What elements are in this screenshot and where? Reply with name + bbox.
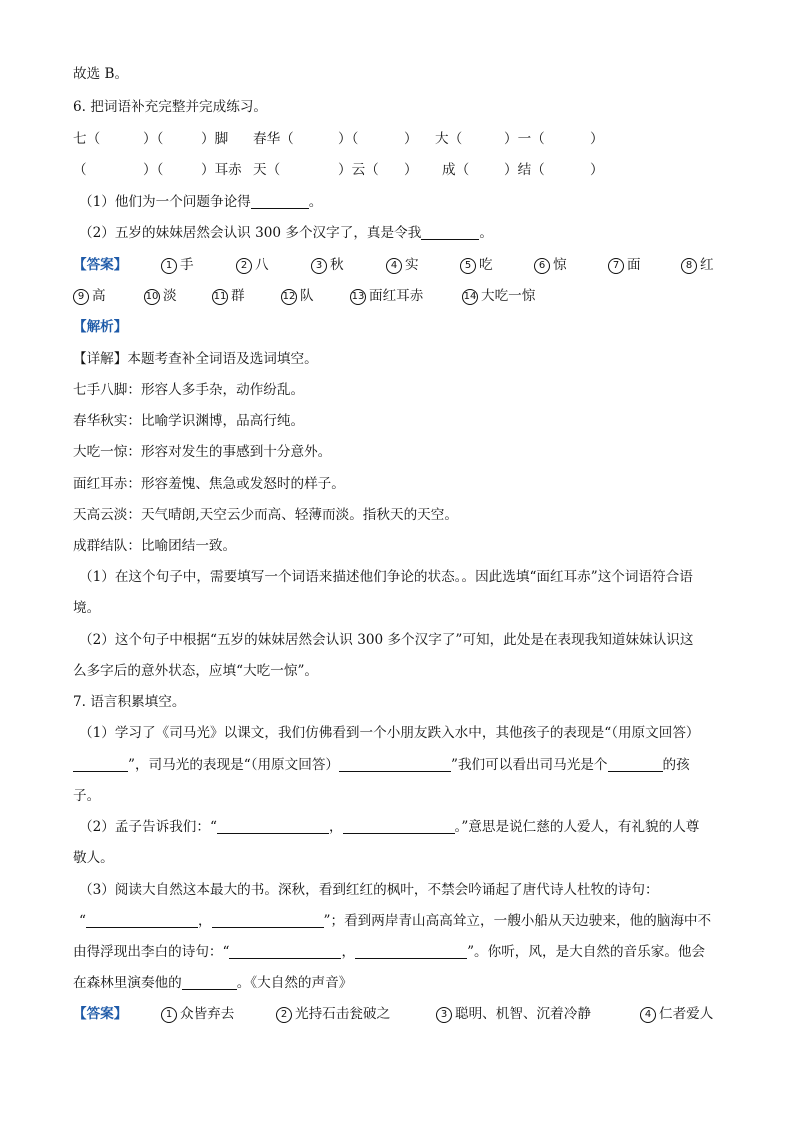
q7-item-1-end: 子。 — [73, 788, 101, 804]
answer-item: 1 手 — [161, 255, 194, 275]
idiom-cell: （ — [73, 162, 87, 178]
answer-item: 2 光持石击瓮破之 — [276, 1004, 390, 1024]
answer-item: 4 仁者爱人 — [640, 1004, 713, 1024]
explanation-line: 面红耳赤：形容羞愧、焦急或发怒时的样子。 — [73, 476, 345, 492]
answer-blank[interactable] — [421, 225, 479, 240]
idiom-cell: ）云（ — [338, 162, 379, 178]
explanation-line: 天高云淡：天气晴朗,天空云少而高、轻薄而淡。指秋天的天空。 — [73, 507, 458, 523]
answer-item: 10 淡 — [145, 288, 177, 304]
idiom-cell: ） — [590, 131, 604, 147]
idiom-cell: ）（ — [338, 131, 359, 147]
answer-item: 14 大吃一惊 — [463, 288, 536, 304]
analysis-paragraph: 境。 — [73, 600, 101, 616]
answer-blank[interactable] — [229, 944, 341, 959]
answer-item: 2 八 — [236, 255, 269, 275]
q7-item-3: （3）阅读大自然这本最大的书。深秋，看到红红的枫叶，不禁会吟诵起了唐代诗人杜牧的诗句： — [79, 882, 659, 898]
q7-item-3-cont: “ ， ”；看到两岸青山高高耸立，一艘小船从天边驶来，他的脑海中不 — [79, 913, 712, 929]
analysis-paragraph: （1）在这个句子中，需要填写一个词语来描述他们争论的状态。。因此选填“面红耳赤”这个词语符合语 — [79, 569, 693, 585]
answer-item: 6 惊 — [534, 255, 567, 275]
explanation-line: 春华秋实：比喻学识渊博，品高行纯。 — [73, 413, 305, 429]
idiom-cell: ）（ — [143, 131, 164, 147]
answer-item: 1 众皆弃去 — [161, 1004, 234, 1024]
idiom-cell: ）（ — [143, 162, 164, 178]
answer-tag: 【答案】 — [73, 1006, 128, 1022]
answer-blank[interactable] — [355, 944, 467, 959]
q7-item-2: （2）孟子告诉我们：“ ， 。”意思是说仁慈的人爱人，有礼貌的人尊 — [79, 819, 700, 835]
idiom-cell: ） — [404, 162, 418, 178]
idiom-cell: 七（ — [73, 131, 101, 147]
question-7-title: 7. 语言积累填空。 — [73, 694, 186, 710]
answer-blank[interactable] — [251, 194, 309, 209]
idiom-cell: 大（ — [435, 131, 463, 147]
idiom-cell: 春华（ — [253, 131, 294, 147]
explanation-line: 七手八脚：形容人多手杂，动作纷乱。 — [73, 382, 305, 398]
explanation-line: 大吃一惊：形容对发生的事感到十分意外。 — [73, 444, 332, 460]
explanation-line: 成群结队：比喻团结一致。 — [73, 538, 237, 554]
answer-item: 7 面 — [608, 255, 641, 275]
answer-blank[interactable] — [608, 757, 663, 772]
q7-item-2-cont: 敬人。 — [73, 850, 114, 866]
q7-item-1: （1）学习了《司马光》以课文，我们仿佛看到一个小朋友跌入水中，其他孩子的表现是“（用原文回答） — [79, 725, 700, 741]
answer-blank[interactable] — [343, 819, 455, 834]
q6-sentence-1: （1）他们为一个问题争论得 。 — [79, 194, 323, 210]
answer-blank[interactable] — [212, 913, 324, 928]
idiom-cell: ） — [590, 162, 604, 178]
idiom-cell: ）耳赤 — [201, 162, 242, 178]
idiom-cell: ）结（ — [504, 162, 545, 178]
detail-line: 【详解】本题考查补全词语及选词填空。 — [73, 351, 318, 367]
answer-item: 8 红 — [681, 255, 714, 275]
idiom-cell: ）一（ — [504, 131, 545, 147]
idiom-cell: ）脚 — [201, 131, 229, 147]
answer-item: 3 聪明、机智、沉着冷静 — [436, 1004, 591, 1024]
idiom-cell: 天（ — [253, 162, 281, 178]
answer-item: 5 吃 — [460, 255, 493, 275]
answer-blank[interactable] — [217, 819, 329, 834]
answer-item: 4 实 — [386, 255, 419, 275]
answer-blank[interactable] — [73, 757, 128, 772]
answer-blank[interactable] — [339, 757, 451, 772]
analysis-paragraph: 么多字后的意外状态，应填“大吃一惊”。 — [73, 663, 318, 679]
idiom-cell: 成（ — [442, 162, 470, 178]
q7-item-1-cont: ”，司马光的表现是“（用原文回答） ”我们可以看出司马光是个 的孩 — [73, 755, 734, 775]
answer-item: 13 面红耳赤 — [351, 288, 424, 304]
q7-item-3-cont: 由得浮现出李白的诗句：“ ， ”。你听，风，是大自然的音乐家。他会 — [73, 944, 706, 960]
answer-blank[interactable] — [86, 913, 198, 928]
answer-item: 11 群 — [213, 288, 245, 304]
analysis-paragraph: （2）这个句子中根据“五岁的妹妹居然会认识 300 多个汉字了”可知，此处是在表现我知道妹妹认识这 — [79, 632, 694, 648]
idiom-cell: ） — [404, 131, 418, 147]
answer-item: 3 秋 — [311, 255, 344, 275]
analysis-tag: 【解析】 — [73, 319, 128, 335]
q7-item-3-end: 在森林里演奏他的 。《大自然的声音》 — [73, 975, 353, 991]
question-6-title: 6. 把词语补充完整并完成练习。 — [73, 99, 268, 115]
answer-blank[interactable] — [182, 975, 237, 990]
answer-tag: 【答案】 — [73, 257, 128, 273]
conclusion-line: 故选 B。 — [73, 66, 129, 82]
answer-item: 12 队 — [282, 288, 314, 304]
answer-item: 9 高 — [73, 286, 106, 306]
q6-sentence-2: （2）五岁的妹妹居然会认识 300 多个汉字了，真是令我 。 — [79, 225, 493, 241]
